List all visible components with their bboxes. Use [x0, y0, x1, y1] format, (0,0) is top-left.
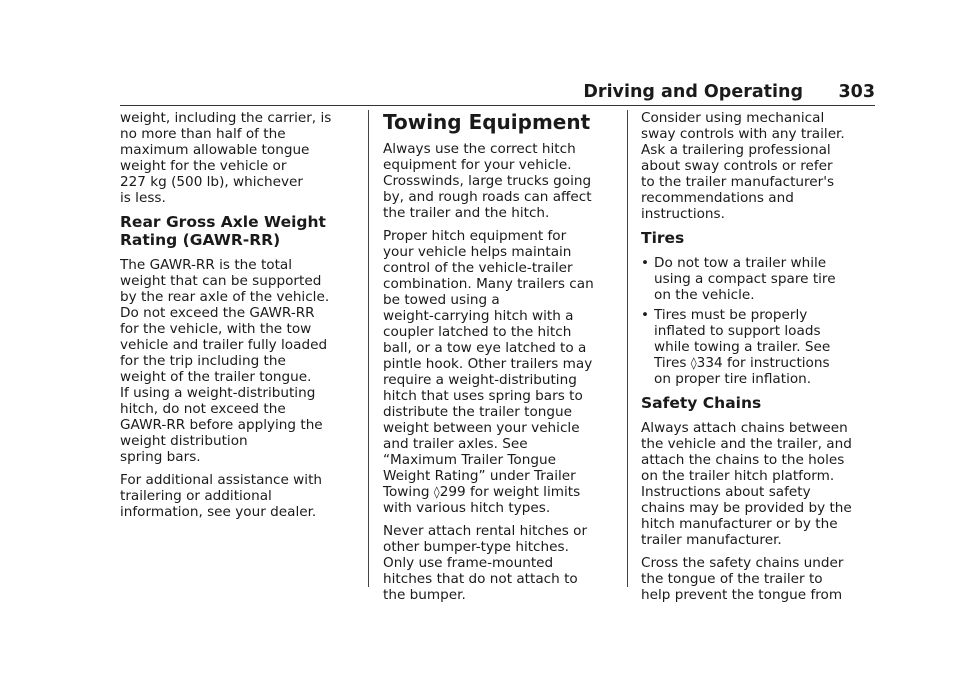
text-line: If using a weight-distributing [120, 385, 316, 401]
paragraph-proper-hitch [383, 228, 615, 516]
xref-label: Towing [383, 484, 430, 500]
text-line: help prevent the tongue from [641, 587, 843, 603]
paragraph-weight-continued [120, 110, 356, 206]
text-line: pintle hook. Other trailers may [383, 356, 593, 372]
list-item [641, 255, 877, 303]
text-line: on proper tire inflation. [654, 371, 812, 387]
column-3 [641, 110, 877, 610]
text-line: For additional assistance with [120, 472, 323, 488]
text-line: by the rear axle of the vehicle. [120, 289, 330, 305]
text-line: no more than half of the [120, 126, 286, 142]
text-line: on the trailer hitch platform. [641, 468, 835, 484]
text-line: require a weight-distributing [383, 372, 577, 388]
page-reference-icon: ◊ [433, 485, 440, 499]
text-line: Weight Rating” under Trailer [383, 468, 576, 484]
text-line: by, and rough roads can affect [383, 189, 592, 205]
text-line: Do not exceed the GAWR-RR [120, 305, 315, 321]
header-divider [120, 105, 875, 106]
text-line: instructions. [641, 206, 725, 222]
text-line: is less. [120, 190, 166, 206]
text-line: for the vehicle, with the tow [120, 321, 312, 337]
text-line: vehicle and trailer fully loaded [120, 337, 328, 353]
xref-text: for instructions [726, 355, 830, 371]
text-line: weight for the vehicle or [120, 158, 287, 174]
text-line: weight between your vehicle [383, 420, 580, 436]
text-line: on the vehicle. [654, 287, 755, 303]
column-divider-1 [368, 110, 369, 587]
text-line: attach the chains to the holes [641, 452, 845, 468]
paragraph-sway-controls [641, 110, 877, 222]
list-item [641, 307, 877, 387]
text-line: about sway controls or refer [641, 158, 833, 174]
text-line: using a compact spare tire [654, 271, 836, 287]
text-line: Always use the correct hitch [383, 141, 576, 157]
text-line: information, see your dealer. [120, 504, 317, 520]
paragraph-cross-chains [641, 555, 877, 603]
text-line: Tires must be properly [654, 307, 808, 323]
text-line: Never attach rental hitches or [383, 523, 588, 539]
text-line: Do not tow a trailer while [654, 255, 827, 271]
heading-safety-chains: Safety Chains [641, 394, 762, 412]
xref-page: 299 [439, 484, 466, 500]
text-line: inflated to support loads [654, 323, 821, 339]
text-line: chains may be provided by the [641, 500, 852, 516]
text-line: the trailer and the hitch. [383, 205, 550, 221]
xref-page: 334 [696, 355, 723, 371]
tires-list [641, 255, 877, 387]
paragraph-assistance [120, 472, 356, 520]
paragraph-gawr-rr [120, 257, 356, 465]
text-line: weight of the trailer tongue. [120, 369, 312, 385]
text-line: Consider using mechanical [641, 110, 825, 126]
text-line: the tongue of the trailer to [641, 571, 823, 587]
heading-tires: Tires [641, 229, 685, 247]
text-line: coupler latched to the hitch [383, 324, 572, 340]
text-line: equipment for your vehicle. [383, 157, 572, 173]
paragraph-rental-hitches [383, 523, 615, 603]
text-line: weight-carrying hitch with a [383, 308, 574, 324]
text-line: Proper hitch equipment for [383, 228, 567, 244]
text-line: maximum allowable tongue [120, 142, 310, 158]
text-line: hitch that uses spring bars to [383, 388, 583, 404]
text-line: for the trip including the [120, 353, 286, 369]
bullet-icon: • [641, 307, 650, 323]
text-line: the vehicle and the trailer, and [641, 436, 852, 452]
text-line: Only use frame-mounted [383, 555, 554, 571]
heading-line: Rear Gross Axle Weight [120, 213, 326, 231]
text-line: to the trailer manufacturer's [641, 174, 835, 190]
text-line: combination. Many trailers can [383, 276, 594, 292]
section-title: Driving and Operating [583, 82, 803, 102]
text-line: distribute the trailer tongue [383, 404, 573, 420]
page-number: 303 [838, 82, 875, 102]
text-line: sway controls with any trailer. [641, 126, 845, 142]
text-line: Crosswinds, large trucks going [383, 173, 592, 189]
heading-line: Rating (GAWR-RR) [120, 231, 281, 249]
text-line: weight, including the carrier, is [120, 110, 332, 126]
text-line: Cross the safety chains under [641, 555, 844, 571]
text-line: trailer manufacturer. [641, 532, 782, 548]
page-reference-icon: ◊ [690, 356, 697, 370]
text-line: while towing a trailer. See [654, 339, 831, 355]
text-line: hitches that do not attach to [383, 571, 578, 587]
text-line: The GAWR-RR is the total [120, 257, 293, 273]
text-line: weight that can be supported [120, 273, 322, 289]
text-line: with various hitch types. [383, 500, 551, 516]
text-line: 227 kg (500 lb), whichever [120, 174, 303, 190]
text-line: weight distribution [120, 433, 248, 449]
paragraph-attach-chains [641, 420, 877, 548]
text-line: ball, or a tow eye latched to a [383, 340, 587, 356]
bullet-icon: • [641, 255, 650, 271]
text-line: recommendations and [641, 190, 794, 206]
text-line: and trailer axles. See [383, 436, 528, 452]
text-line: hitch manufacturer or by the [641, 516, 838, 532]
text-line: trailering or additional [120, 488, 272, 504]
text-line: Always attach chains between [641, 420, 848, 436]
xref-label: Tires [654, 355, 687, 371]
xref-line[interactable] [654, 355, 877, 371]
column-divider-2 [627, 110, 628, 587]
column-2 [383, 110, 615, 610]
text-line: spring bars. [120, 449, 201, 465]
text-line: control of the vehicle-trailer [383, 260, 573, 276]
text-line: Ask a trailering professional [641, 142, 831, 158]
page-header [120, 82, 875, 104]
text-line: the bumper. [383, 587, 466, 603]
xref-line[interactable] [383, 484, 615, 500]
heading-towing-equipment: Towing Equipment [383, 110, 591, 134]
text-line: Instructions about safety [641, 484, 811, 500]
paragraph-correct-hitch [383, 141, 615, 221]
text-line: GAWR-RR before applying the [120, 417, 323, 433]
heading-gawr-rr [120, 213, 356, 249]
text-line: other bumper-type hitches. [383, 539, 569, 555]
text-line: be towed using a [383, 292, 500, 308]
column-1 [120, 110, 356, 527]
text-line: your vehicle helps maintain [383, 244, 572, 260]
text-line: “Maximum Trailer Tongue [383, 452, 556, 468]
text-line: hitch, do not exceed the [120, 401, 286, 417]
xref-text: for weight limits [470, 484, 581, 500]
